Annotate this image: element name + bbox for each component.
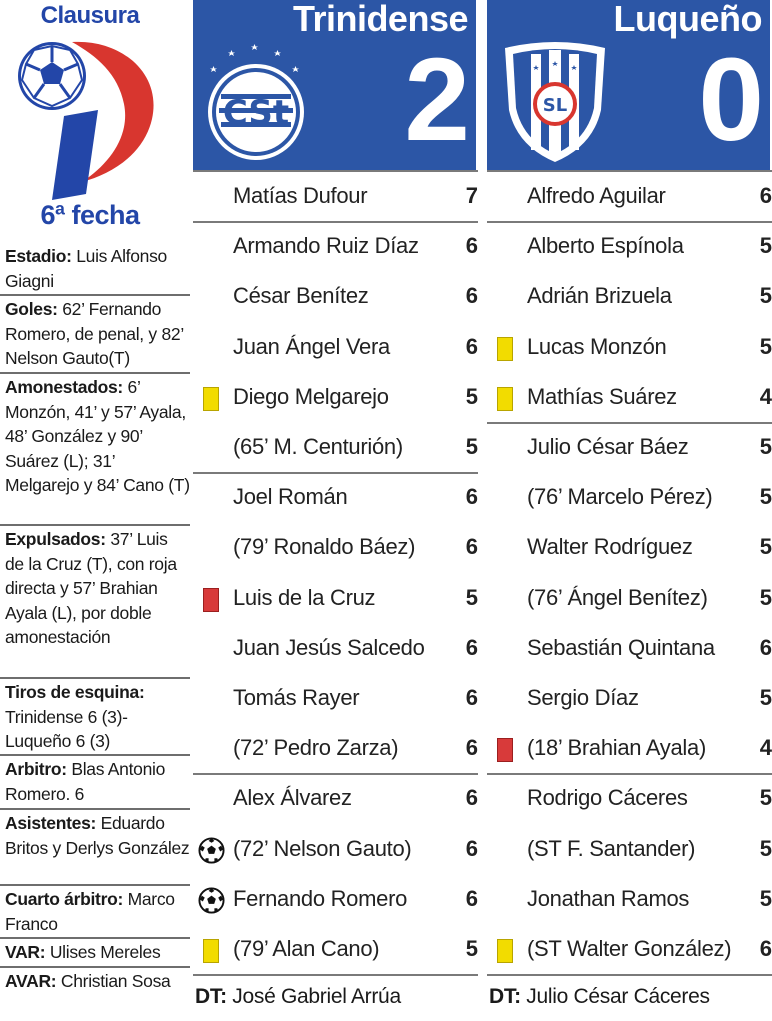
- player-row: [487, 674, 772, 724]
- player-name: Lucas Monzón: [527, 333, 667, 359]
- info-sent-off: Expulsados: 37’ Luis de la Cruz (T), con roja directa y 57’ Brahian Ayala (L), por doble amonestación: [5, 529, 177, 647]
- player-row: [487, 624, 772, 674]
- info-referee: Arbitro: Blas Antonio Romero. 6: [5, 759, 166, 804]
- player-row: [193, 373, 478, 423]
- svg-text:SL: SL: [542, 95, 568, 116]
- player-rating: 6: [759, 634, 772, 660]
- player-row: [487, 272, 772, 322]
- divider: [0, 754, 190, 756]
- player-name: Alberto Espínola: [527, 233, 684, 259]
- player-row: [487, 774, 772, 824]
- player-row: [487, 523, 772, 573]
- player-rating: 7: [465, 183, 478, 208]
- player-name: (79’ Alan Cano): [233, 936, 380, 961]
- player-row: [193, 574, 478, 624]
- player-name: Armando Ruiz Díaz: [233, 233, 419, 259]
- player-name: Sebastián Quintana: [527, 634, 715, 660]
- player-rating: 5: [759, 534, 772, 560]
- player-rating: 6: [465, 634, 478, 660]
- player-row: [193, 272, 478, 322]
- divider: [0, 524, 190, 526]
- player-rating: 6: [465, 885, 478, 911]
- away-crest-icon: [501, 40, 609, 164]
- player-name: (72’ Nelson Gauto): [233, 835, 412, 861]
- player-row: [487, 373, 772, 423]
- player-name: César Benítez: [233, 283, 369, 309]
- player-rating: 5: [759, 885, 772, 911]
- player-rating: 6: [465, 835, 478, 861]
- player-rating: 5: [465, 434, 478, 459]
- home-score: 2: [404, 34, 470, 166]
- player-row: [193, 674, 478, 724]
- player-name: (76’ Ángel Benítez): [527, 584, 708, 610]
- player-row: [487, 925, 772, 975]
- player-row: [193, 473, 478, 523]
- player-name: (79’ Ronaldo Báez): [233, 534, 416, 560]
- player-row: [487, 172, 772, 222]
- player-row: [487, 222, 772, 272]
- home-coach: DT: José Gabriel Arrúa: [195, 985, 401, 1008]
- player-row: [487, 875, 772, 925]
- divider: [487, 974, 772, 976]
- away-team-name: Luqueño: [613, 0, 762, 39]
- divider: [0, 966, 190, 968]
- player-row: [487, 574, 772, 624]
- yellow-card-icon: [497, 387, 513, 411]
- player-name: Joel Román: [233, 484, 348, 510]
- player-rating: 4: [759, 383, 772, 409]
- info-stadium: Estadio: Luis Alfonso Giagni: [5, 246, 167, 291]
- player-row: [193, 724, 478, 774]
- soccer-ball-icon: [198, 887, 225, 914]
- player-rating: 6: [465, 685, 478, 710]
- player-name: Jonathan Ramos: [527, 885, 690, 911]
- player-name: (ST Walter González): [527, 936, 732, 961]
- player-rating: 5: [759, 584, 772, 610]
- divider: [0, 808, 190, 810]
- player-name: Matías Dufour: [233, 183, 368, 208]
- player-name: Rodrigo Cáceres: [527, 785, 688, 811]
- player-row: [487, 473, 772, 523]
- away-score: 0: [698, 34, 764, 166]
- player-rating: 5: [759, 484, 772, 510]
- player-rating: 6: [465, 785, 478, 811]
- player-name: Fernando Romero: [233, 885, 408, 911]
- player-name: Alex Álvarez: [233, 785, 352, 811]
- info-var: VAR: Ulises Mereles: [5, 942, 161, 962]
- info-goals: Goles: 62’ Fernando Romero, de penal, y 82’ Nelson Gauto(T): [5, 299, 184, 368]
- divider: [0, 884, 190, 886]
- player-name: Julio César Báez: [527, 434, 689, 459]
- player-row: [193, 523, 478, 573]
- player-name: Juan Ángel Vera: [233, 333, 390, 359]
- yellow-card-icon: [203, 939, 219, 963]
- divider: [193, 974, 478, 976]
- player-row: [193, 624, 478, 674]
- match-info-column: [0, 0, 190, 1021]
- player-row: [193, 222, 478, 272]
- player-rating: 5: [759, 233, 772, 259]
- player-rating: 5: [759, 835, 772, 861]
- player-name: (72’ Pedro Zarza): [233, 735, 399, 761]
- away-coach: DT: Julio César Cáceres: [489, 985, 710, 1008]
- svg-text:CSt: CSt: [222, 93, 290, 133]
- home-crest-icon: [201, 40, 313, 162]
- tournament-logo-icon: [12, 34, 162, 204]
- yellow-card-icon: [203, 387, 219, 411]
- red-card-icon: [203, 588, 219, 612]
- player-row: [487, 423, 772, 473]
- player-rating: 5: [759, 333, 772, 359]
- player-rating: 6: [465, 735, 478, 761]
- player-name: Juan Jesús Salcedo: [233, 634, 425, 660]
- yellow-card-icon: [497, 939, 513, 963]
- info-assistants: Asistentes: Eduardo Britos y Derlys González: [5, 813, 190, 858]
- player-rating: 6: [465, 233, 478, 259]
- player-rating: 5: [465, 936, 478, 961]
- tournament-title: Clausura: [40, 2, 140, 29]
- home-team-name: Trinidense: [292, 0, 468, 39]
- soccer-ball-icon: [198, 837, 225, 864]
- player-rating: 5: [759, 685, 772, 710]
- player-rating: 5: [759, 434, 772, 459]
- player-name: Luis de la Cruz: [233, 584, 376, 610]
- player-rating: 5: [465, 383, 478, 409]
- away-team-header: [487, 0, 770, 170]
- divider: [0, 937, 190, 939]
- player-row: [193, 323, 478, 373]
- player-row: [487, 724, 772, 774]
- info-corners: Tiros de esquina: Trinidense 6 (3)-Luqueño 6 (3): [5, 682, 145, 751]
- player-row: [193, 774, 478, 824]
- player-rating: 4: [759, 735, 772, 761]
- player-rating: 5: [759, 785, 772, 811]
- player-row: [487, 323, 772, 373]
- yellow-card-icon: [497, 337, 513, 361]
- player-name: (65’ M. Centurión): [233, 434, 403, 459]
- player-rating: 5: [759, 283, 772, 309]
- player-rating: 5: [465, 584, 478, 610]
- home-team-header: [193, 0, 476, 170]
- round-label: 6ª fecha: [40, 200, 140, 230]
- player-row: [193, 875, 478, 925]
- divider: [0, 372, 190, 374]
- player-name: Mathías Suárez: [527, 383, 677, 409]
- player-rating: 6: [465, 484, 478, 510]
- divider: [0, 677, 190, 679]
- player-name: Sergio Díaz: [527, 685, 639, 710]
- divider: [0, 294, 190, 296]
- player-name: Adrián Brizuela: [527, 283, 672, 309]
- player-row: [193, 423, 478, 473]
- player-row: [193, 925, 478, 975]
- player-row: [193, 825, 478, 875]
- info-fourth-official: Cuarto árbitro: Marco Franco: [5, 889, 175, 934]
- player-rating: 6: [759, 936, 772, 961]
- player-rating: 6: [465, 534, 478, 560]
- player-name: (76’ Marcelo Pérez): [527, 484, 713, 510]
- player-name: Tomás Rayer: [233, 685, 360, 710]
- player-name: (18’ Brahian Ayala): [527, 735, 706, 761]
- player-row: [487, 825, 772, 875]
- player-rating: 6: [759, 183, 772, 208]
- player-name: (ST F. Santander): [527, 835, 696, 861]
- player-name: Alfredo Aguilar: [527, 183, 666, 208]
- player-rating: 6: [465, 333, 478, 359]
- player-rating: 6: [465, 283, 478, 309]
- player-row: [193, 172, 478, 222]
- player-name: Diego Melgarejo: [233, 383, 389, 409]
- info-avar: AVAR: Christian Sosa: [5, 971, 171, 991]
- player-name: Walter Rodríguez: [527, 534, 693, 560]
- info-bookings: Amonestados: 6’ Monzón, 41’ y 57’ Ayala, 48’ González y 90’ Suárez (L); 31’ Melgarejo y 84’ Cano (T): [5, 377, 190, 495]
- red-card-icon: [497, 738, 513, 762]
